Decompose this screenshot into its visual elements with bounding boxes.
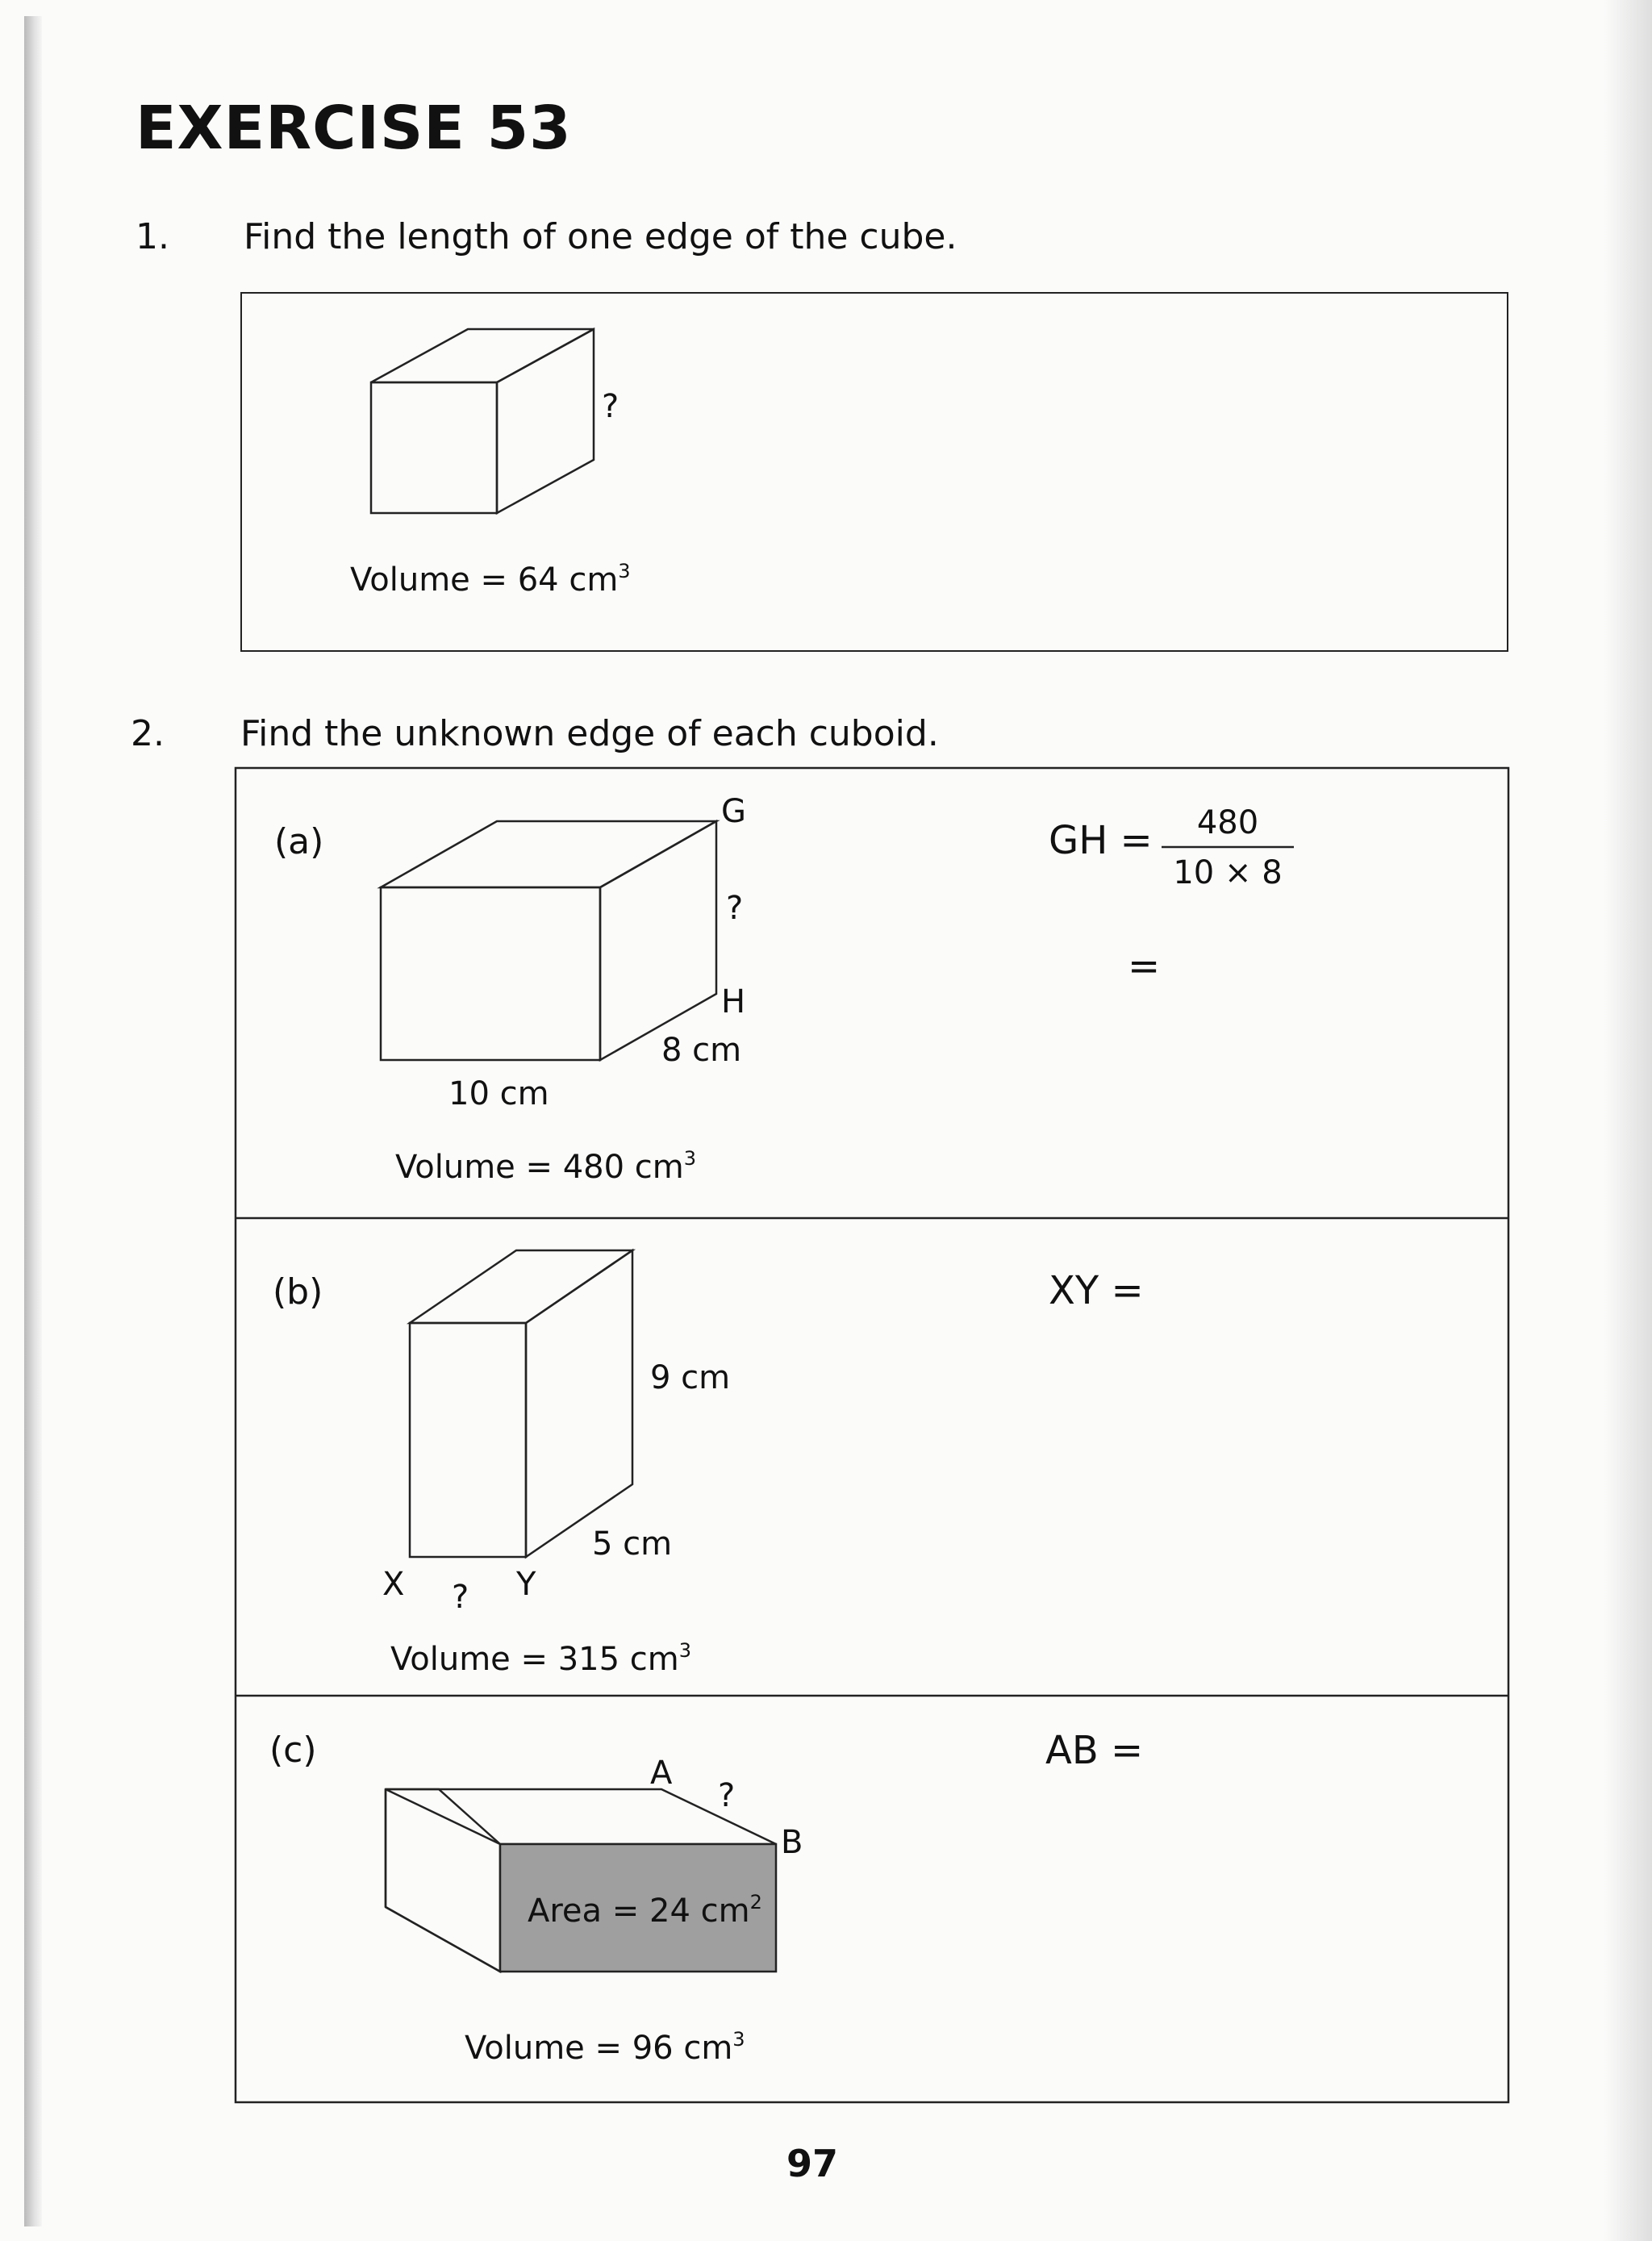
cuboid-b-unknown-label: ? xyxy=(452,1579,469,1616)
vertex-g-label: G xyxy=(721,793,746,830)
cuboid-a-width-label: 10 cm xyxy=(448,1075,549,1112)
cuboid-a-top-face xyxy=(381,821,716,887)
vertex-h-label: H xyxy=(721,983,746,1020)
cuboid-c-figure xyxy=(386,1789,776,1972)
fraction-numerator: 480 xyxy=(1196,804,1259,841)
cuboid-a-front-face xyxy=(381,887,600,1060)
vertex-b-label: B xyxy=(781,1824,803,1861)
cuboid-b-front-face xyxy=(410,1323,526,1557)
fraction-denominator: 10 × 8 xyxy=(1173,854,1283,891)
vertex-x-label: X xyxy=(382,1566,405,1603)
cube-top-face xyxy=(371,329,594,382)
cuboid-b-height-label: 9 cm xyxy=(650,1359,731,1396)
cuboid-a-depth-label: 8 cm xyxy=(661,1032,742,1069)
vertex-a-label: A xyxy=(650,1755,673,1792)
cube-volume-label: Volume = 64 $cm^3$ xyxy=(350,560,631,599)
answer-a-lhs: GH = xyxy=(1049,818,1153,863)
question-1-text: Find the length of one edge of the cube. xyxy=(244,216,957,257)
cuboid-b-figure xyxy=(410,1250,632,1557)
cuboid-b-side-face xyxy=(526,1250,632,1557)
answer-c-lhs: AB = xyxy=(1045,1728,1144,1773)
page-number: 97 xyxy=(786,2142,839,2185)
cuboid-c-unknown-label: ? xyxy=(718,1777,736,1814)
cuboid-b-top-face xyxy=(410,1250,632,1323)
cube-side-face xyxy=(497,329,594,513)
answer-a-equals: = xyxy=(1128,944,1161,989)
question-2-text: Find the unknown edge of each cuboid. xyxy=(240,713,939,754)
cuboid-a-side-face xyxy=(600,821,716,1060)
cuboid-a-volume-label: Volume = 480 $cm^3$ xyxy=(395,1147,697,1186)
cuboid-b-depth-label: 5 cm xyxy=(592,1525,673,1563)
part-a-label: (a) xyxy=(274,821,324,862)
question-2-number: 2. xyxy=(131,713,165,754)
cube-unknown-edge-label: ? xyxy=(602,388,620,425)
cube-figure xyxy=(371,329,594,513)
part-c-label: (c) xyxy=(269,1730,317,1771)
answer-b-lhs: XY = xyxy=(1049,1268,1144,1313)
cube-front-face xyxy=(371,382,497,513)
cuboid-a-figure xyxy=(381,821,716,1060)
cuboid-a-unknown-label: ? xyxy=(726,890,744,927)
cuboid-c-volume-label: Volume = 96 $cm^3$ xyxy=(465,2028,745,2067)
shaded-face-area-label: Area = 24 $cm^2$ xyxy=(528,1891,762,1930)
vertex-y-label: Y xyxy=(516,1566,536,1603)
question-1-number: 1. xyxy=(136,216,169,257)
cuboid-b-volume-label: Volume = 315 $cm^3$ xyxy=(390,1639,692,1678)
exercise-title: EXERCISE 53 xyxy=(136,94,572,163)
part-b-label: (b) xyxy=(273,1271,323,1312)
